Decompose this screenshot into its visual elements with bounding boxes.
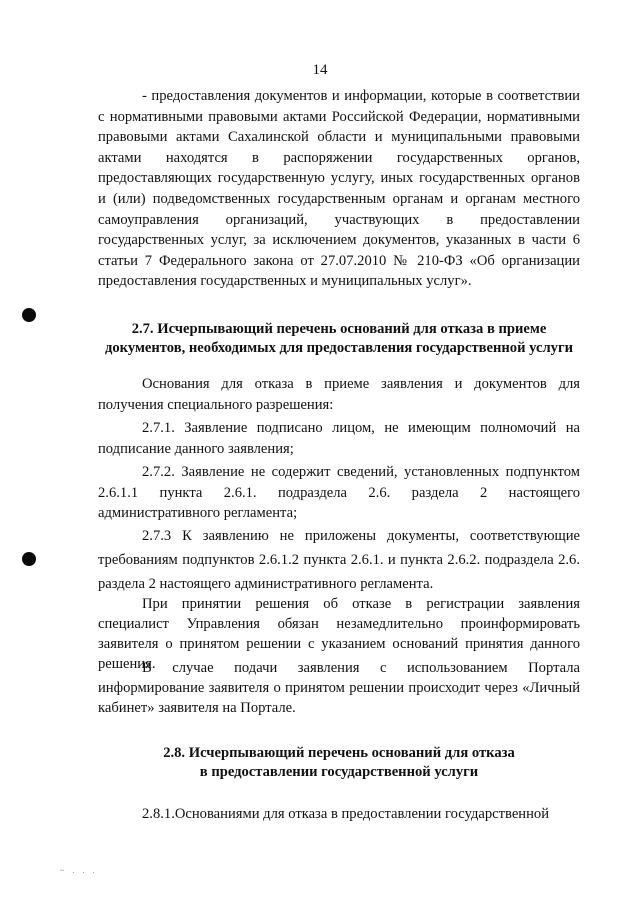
paragraph-portal-information: В случае подачи заявления с использованием Портала информирование заявителя о принятом решении происходит через «Личный кабинет» заявителя на Портале.: [98, 660, 580, 716]
section-heading-2-8: [98, 744, 580, 782]
section-heading-2-7: 2.7. Исчерпывающий перечень оснований для отказа в приеме документов, необходимых для предоставления государственной услуги: [105, 321, 573, 356]
section-heading-2-8-line2: в предоставлении государственной услуги: [199, 764, 479, 780]
paragraph-2-7-1: 2.7.1. Заявление подписано лицом, не имеющим полномочий на подписание данного заявления;: [98, 420, 580, 457]
paragraph-2-8-1: 2.8.1.Основаниями для отказа в предоставлении государственной: [142, 806, 550, 822]
paragraph-documents-list: - предоставления документов и информации, которые в соответствии с нормативными правовыми актами Российской Федерации, нормативными правовыми актами Сахалинской области и муниципальными правовыми актами находятся в распоряжении государственных органов, предоставляющих государственную услугу, иных государственных органов и (или) подведомственных государственным органам и органам местного самоуправления организаций, участвующих в предоставлении государственных услуг, за исключением документов, указанных в части 6 статьи 7 Федерального закона от 27.07.2010 № 210-ФЗ «Об организации предоставления государственных и муниципальных услуг».: [98, 88, 580, 290]
page-number: 14: [312, 62, 328, 78]
paragraph-refusal-grounds: Основания для отказа в приеме заявления и документов для получения специального разрешения:: [98, 376, 580, 413]
paragraph-2-7-3: 2.7.3 К заявлению не приложены документы, соответствующие требованиям подпунктов 2.6.1.2 пункта 2.6.1. и пункта 2.6.2. подраздела 2.6. раздела 2 настоящего административного регламента.: [98, 528, 580, 592]
section-heading-2-8-line1: 2.8. Исчерпывающий перечень оснований для отказа: [163, 745, 515, 761]
punch-hole-top: [22, 308, 36, 322]
paragraph-decision-refusal: При принятии решения об отказе в регистрации заявления специалист Управления обязан незамедлительно проинформировать заявителя о принятом решении с указанием оснований принятия данного решения.: [98, 596, 580, 672]
paragraph-2-7-2: 2.7.2. Заявление не содержит сведений, установленных подпунктом 2.6.1.1 пункта 2.6.1. подраздела 2.6. раздела 2 настоящего административного регламента;: [98, 464, 580, 522]
punch-hole-bottom: [22, 552, 36, 566]
scan-mark: ~ . . .: [60, 866, 98, 875]
